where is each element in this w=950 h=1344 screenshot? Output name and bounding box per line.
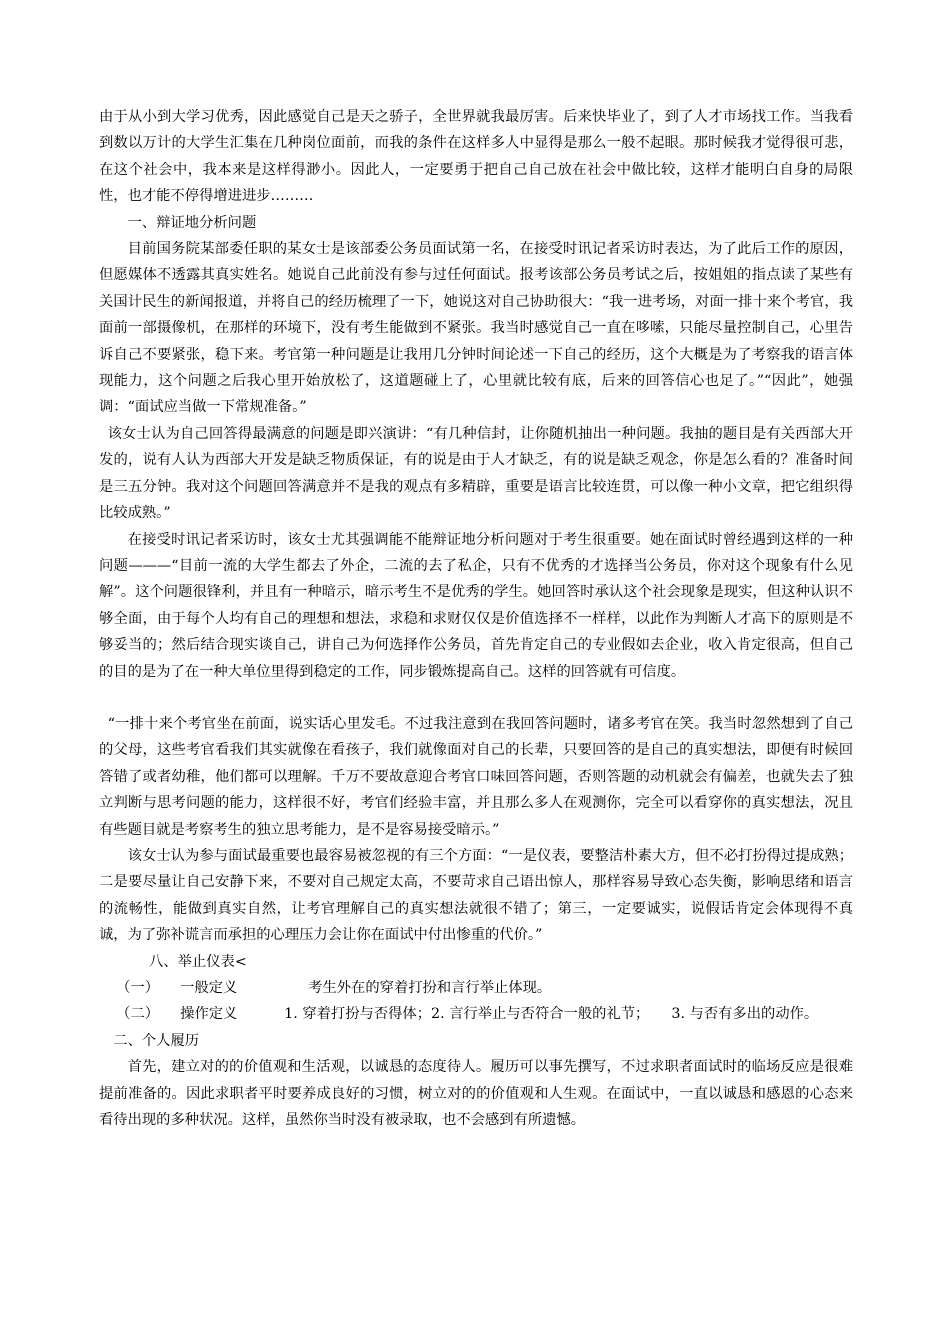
definition-item-3: 3. 与否有多出的动作。 (671, 1006, 819, 1023)
paragraph-intro: 由于从小到大学习优秀，因此感觉自己是天之骄子，全世界就我最厉害。后来快毕业了，到了人才市场找工作。当我看到数以万计的大学生汇集在几种岗位面前，而我的条件在这样多人中显得是那么一般不起眼。那时候我才觉得很可悲，在这个社会中，我本来是这样得渺小。因此人，一定要勇于把自己自己放在社会中做比较，这样才能明白自身的局限性，也才能不停得增进进步……… (99, 109, 853, 205)
paragraph-interview-story: 目前国务院某部委任职的某女士是该部委公务员面试第一名，在接受时讯记者采访时表达，为了此后工作的原因，但愿媒体不透露其真实姓名。她说自己此前没有参与过任何面试。报考该部公务员考试之后，按姐姐的指点读了某些有关国计民生的新闻报道，并将自己的经历梳理了一下，她说这对自己协助很大：“我一进考场，对面一排十来个考官，我面前一部摄像机，在那样的环境下，没有考生能做到不紧张。我当时感觉自己一直在哆嗦，只能尽量控制自己，心里告诉自己不要紧张，稳下来。考官第一种问题是让我用几分钟时间论述一下自己的经历，这个大概是为了考察我的语言体现能力，这个问题之后我心里开始放松了，这道题碰上了，心里就比较有底，后来的回答信心也足了。”“因此”，她强调：“面试应当做一下常规准备。” (99, 241, 853, 416)
blank-line (99, 685, 853, 711)
section-heading-demeanor: 八、举止仪表< (149, 953, 247, 970)
section-heading-dialectical: 一、辩证地分析问题 (127, 214, 257, 231)
paragraph-dialectical-analysis: 在接受时讯记者采访时，该女士尤其强调能不能辩证地分析问题对于考生很重要。她在面试时曾经遇到这样的一种问题———“目前一流的大学生都去了外企，二流的去了私企，只有不优秀的才选择当公务员，你对这个现象有什么见解”。这个问题很锋利，并且有一种暗示，暗示考生不是优秀的学生。她回答时承认这个社会现象是现实，但这种认识不够全面，由于每个人均有自己的理想和想法，求稳和求财仅仅是价值选择不一样样，以此作为判断人才高下的原则是不够妥当的；然后结合现实谈自己，讲自己为何选择作公务员，首先肯定自己的专业假如去企业，收入肯定很高，但自己的目的是为了在一种大单位里得到稳定的工作，同步锻炼提高自己。这样的回答就有可信度。 (99, 531, 853, 680)
definition-number: （二） (116, 1006, 160, 1023)
definition-operational (99, 1001, 853, 1027)
definition-number: （一） (116, 980, 160, 996)
definition-term: 操作定义 (180, 1006, 238, 1023)
document-page (99, 104, 853, 1133)
paragraph-examiners: “一排十来个考官坐在前面，说实话心里发毛。不过我注意到在我回答问题时，诸多考官在笑。我当时忽然想到了自己的父母，这些考官看我们其实就像在看孩子，我们就像面对自己的长辈，只要回答的是自己的真实想法，即便有时候回答错了或者幼稚，他们都可以理解。千万不要故意迎合考官口味回答问题，否则答题的动机就会有偏差，也就失去了独立判断与思考问题的能力，这样很不好，考官们经验丰富，并且那么多人在观测你，完全可以看穿你的真实想法，况且有些题目就是考察考生的独立思考能力，是不是容易接受暗示。” (99, 715, 853, 838)
paragraph-three-aspects: 该女士认为参与面试最重要也最容易被忽视的有三个方面：“一是仪表，要整洁朴素大方，但不必打扮得过提成熟；二是要尽量让自己安静下来，不要对自己规定太高，不要苛求自己语出惊人，那样容易导致心态失衡，影响思绪和语言的流畅性，能做到真实自然，让考官理解自己的真实想法就很不错了；第三，一定要诚实，说假话肯定会体现得不真诚，为了弥补谎言而承担的心理压力会让你在面试中付出惨重的代价。” (99, 847, 853, 944)
definition-term: 一般定义 (180, 980, 238, 996)
definition-description: 考生外在的穿着打扮和言行举止体现。 (308, 980, 552, 996)
definition-general (99, 975, 853, 1001)
section-heading-resume: 二、个人履历 (113, 1032, 200, 1049)
definition-item-1: 1. 穿着打扮与否得体； (284, 1006, 432, 1023)
paragraph-values: 首先，建立对的的价值观和生活观，以诚恳的态度待人。履历可以事先撰写，不过求职者面试时的临场反应是很难提前准备的。因此求职者平时要养成良好的习惯，树立对的的价值观和人生观。在面试中，一直以诚恳和感恩的心态来看待出现的多种状况。这样，虽然你当时没有被录取，也不会感到有所遗憾。 (99, 1059, 853, 1129)
paragraph-impromptu-speech: 该女士认为自己回答得最满意的问题是即兴演讲：“有几种信封，让你随机抽出一种问题。我抽的题目是有关西部大开发的，说有人认为西部大开发是缺乏物质保证，有的说是由于人才缺乏，有的说是缺乏观念，你是怎么看的？准备时间是三五分钟。我对这个问题回答满意并不是我的观点有多精辟，重要是语言比较连贯，可以像一种小文章，把它组织得比较成熟。” (99, 425, 853, 522)
definition-item-2: 2. 言行举止与否符合一般的礼节； (431, 1006, 650, 1023)
